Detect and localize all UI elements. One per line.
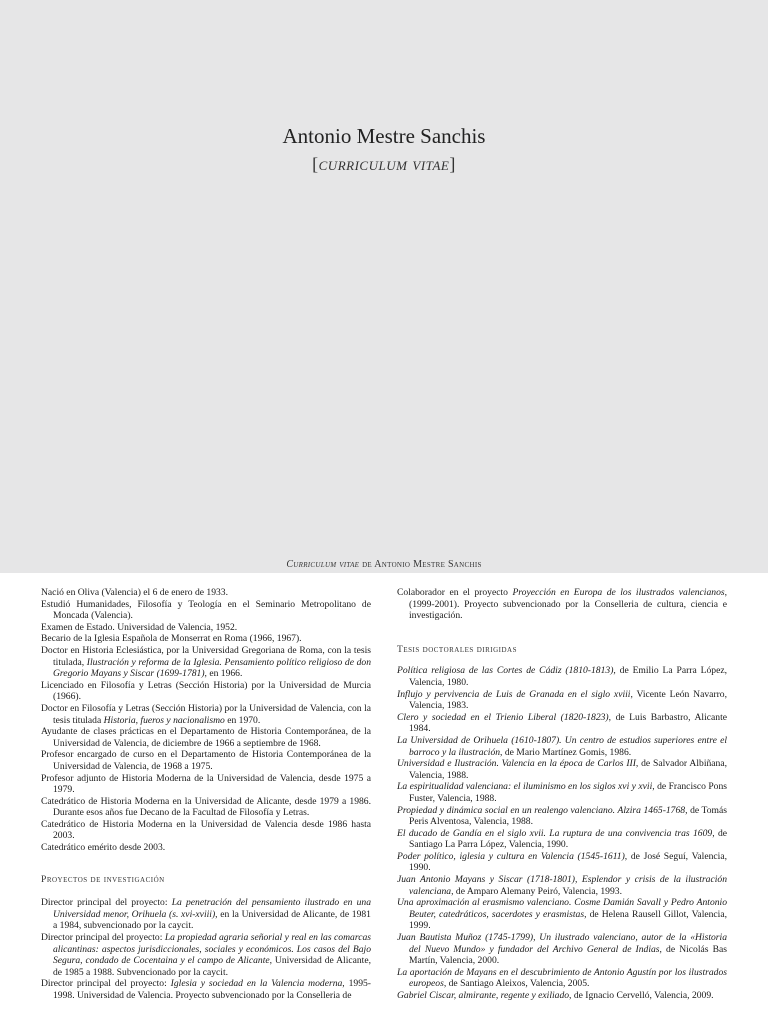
page-subtitle [0, 154, 768, 175]
bio-entry: Catedrático de Historia Moderna en la Universidad de Alicante, desde 1979 a 1986. Durante esos años fue Decano de la Facultad de Filosofía y Letras. [41, 795, 371, 819]
bio-entry: Estudió Humanidades, Filosofía y Teología en el Seminario Metropolitano de Moncada (Valencia). [41, 598, 371, 622]
bio-entry: Catedrático de Historia Moderna en la Universidad de Valencia desde 1986 hasta 2003. [41, 818, 371, 842]
thesis-entry: La Universidad de Orihuela (1610-1807). Un centro de estudios superiores entre el barroco y la ilustración, de Mario Martínez Gomis, 1986. [397, 734, 727, 758]
project-entry: Director principal del proyecto: Iglesia y sociedad en la Valencia moderna, 1995-1998. Universidad de Valencia. Proyecto subvencionado por la Conselleria de [41, 978, 371, 1001]
thesis-entry: Una aproximación al erasmismo valenciano. Cosme Damián Savall y Pedro Antonio Beuter, catedráticos, sacerdotes y erasmistas, de Helena Rausell Gillot, Valencia, 1999. [397, 897, 727, 932]
bio-entry: Profesor encargado de curso en el Departamento de Historia Contemporánea de la Universidad de Valencia, de 1968 a 1975. [41, 749, 371, 772]
bio-entry: Nació en Oliva (Valencia) el 6 de enero de 1933. [41, 587, 228, 598]
thesis-entry: Influjo y pervivencia de Luis de Granada en el siglo xviii, Vicente León Navarro, Valencia, 1983. [397, 688, 727, 712]
left-column [41, 587, 371, 1002]
thesis-entry: Poder político, iglesia y cultura en Valencia (1545-1611), de José Seguí, Valencia, 1990. [397, 850, 727, 874]
bio-entry: Examen de Estado. Universidad de Valencia, 1952. [41, 621, 238, 633]
projects-heading: Proyectos de investigación [41, 873, 165, 885]
bio-entry: Doctor en Filosofía y Letras (Sección Historia) por la Universidad de Valencia, con la tesis titulada Historia, fueros y nacionalismo en 1970. [41, 702, 371, 726]
thesis-entry: Propiedad y dinámica social en un realengo valenciano. Alzira 1465-1768, de Tomás Peris Alventosa, Valencia, 1988. [397, 804, 727, 828]
project-entry: Director principal del proyecto: La penetración del pensamiento ilustrado en una Universidad menor, Orihuela (s. xvi-xviii), en la Universidad de Alicante, de 1981 a 1984, subvencionado por la caycit. [41, 897, 371, 932]
project-entry: Colaborador en el proyecto Proyección en Europa de los ilustrados valencianos, (1999-2001). Proyecto subvencionado por la Conselleria de cultura, ciencia e investigación. [397, 587, 728, 622]
bio-entry: Profesor adjunto de Historia Moderna de la Universidad de Valencia, desde 1975 a 1979. [41, 772, 371, 796]
collaboration-entry [397, 587, 727, 622]
subtitle-text: curriculum vitae [318, 154, 450, 174]
bio-entry: Becario de la Iglesia Española de Monserrat en Roma (1966, 1967). [41, 633, 302, 645]
bio-entry: Doctor en Historia Eclesiástica, por la Universidad Gregoriana de Roma, con la tesis titulada, Ilustración y reforma de la Iglesia. Pensamiento político religioso de don Gregorio Mayans y Siscar (1699-1781), en 1966. [41, 644, 371, 680]
running-head-rest: de Antonio Mestre Sanchis [359, 559, 482, 570]
theses-heading: Tesis doctorales dirigidas [397, 643, 517, 655]
project-entry: Director principal del proyecto: La propiedad agraria señorial y real en las comarcas alicantinas: aspectos jurisdiccionales, sociales y económicos. Los casos del Bajo Segura, condado de Cocentaina y el campo de Alicante, Universidad de Alicante, de 1985 a 1988. Subvencionado por la caycit. [41, 932, 372, 978]
biography-list [41, 587, 371, 854]
thesis-entry: Universidad e Ilustración. Valencia en la época de Carlos III, de Salvador Albiñana, Valencia, 1988. [397, 758, 727, 781]
thesis-entry: Juan Antonio Mayans y Siscar (1718-1801), Esplendor y crisis de la ilustración valenciana, de Amparo Alemany Peiró, Valencia, 1993. [397, 874, 727, 897]
thesis-entry: La aportación de Mayans en el descubrimiento de Antonio Agustín por los ilustrados europeos, de Santiago Aleixos, Valencia, 2005. [397, 966, 727, 990]
thesis-entry: Gabriel Ciscar, almirante, regente y exiliado, de Ignacio Cervelló, Valencia, 2009. [397, 990, 714, 1001]
bracket-open: [ [312, 154, 319, 174]
thesis-entry: Clero y sociedad en el Trienio Liberal (1820-1823), de Luis Barbastro, Alicante 1984. [397, 711, 727, 735]
bio-entry: Ayudante de clases prácticas en el Departamento de Historia Contemporánea, de la Universidad de Valencia, de diciembre de 1966 a septiembre de 1968. [41, 726, 371, 749]
projects-list [41, 897, 371, 1001]
thesis-entry: La espiritualidad valenciana: el iluminismo en los siglos xvi y xvii, de Francisco Pons Fuster, Valencia, 1988. [397, 781, 728, 804]
running-head-italic: Curriculum vitae [286, 559, 360, 570]
theses-list [397, 665, 727, 1001]
page-title: Antonio Mestre Sanchis [282, 124, 486, 148]
running-head [0, 559, 768, 570]
thesis-entry: El ducado de Gandía en el siglo xvii. La ruptura de una convivencia tras 1609, de Santiago La Parra López, Valencia, 1990. [397, 827, 728, 851]
thesis-entry: Juan Bautista Muñoz (1745-1799), Un ilustrado valenciano, autor de la «Historia del Nuevo Mundo» y fundador del Archivo General de Indias, de Nicolás Bas Martín, Valencia, 2000. [397, 932, 727, 967]
thesis-entry: Política religiosa de las Cortes de Cádiz (1810-1813), de Emilio La Parra López, Valencia, 1980. [397, 665, 727, 688]
bio-entry: Catedrático emérito desde 2003. [41, 842, 166, 854]
right-column [397, 587, 727, 1002]
bracket-close: ] [449, 154, 456, 174]
bio-entry: Licenciado en Filosofía y Letras (Sección Historia) por la Universidad de Murcia (1966). [41, 679, 371, 703]
